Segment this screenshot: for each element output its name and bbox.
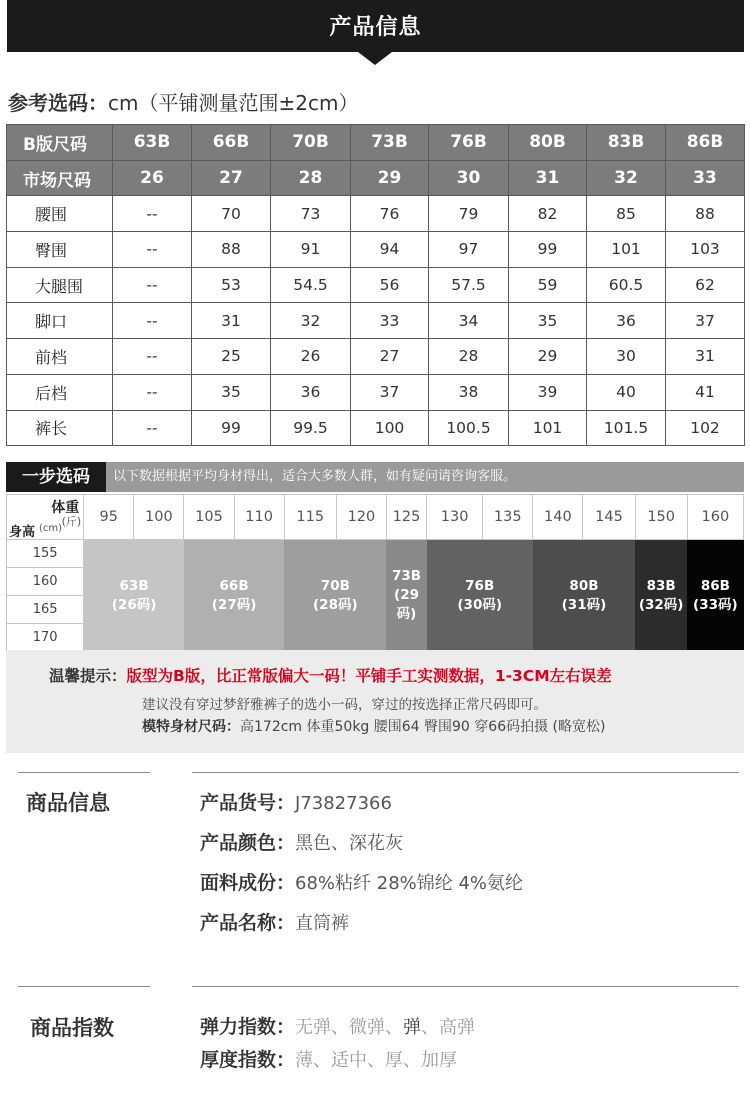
size-zone-83b — [635, 540, 687, 652]
product-info-item — [200, 868, 523, 895]
size-header-cell: 30 — [429, 160, 509, 196]
size-header-cell: 76B — [429, 125, 509, 161]
size-header-cell: 28 — [271, 160, 351, 196]
option-separator: 、 — [385, 1017, 404, 1038]
product-info-key: 产品颜色： — [200, 832, 296, 854]
size-zone-70b — [284, 540, 386, 652]
model-info-line — [142, 716, 605, 736]
size-header-cell: 27 — [192, 160, 271, 196]
measurement-label: 脚口 — [7, 303, 113, 339]
measurement-cell: 35 — [509, 303, 587, 339]
reference-label: 参考选码： — [8, 91, 108, 115]
table-row — [7, 303, 745, 339]
thickness-index — [200, 1045, 457, 1072]
option-separator: 、 — [403, 1050, 422, 1071]
weight-cell: 140 — [533, 495, 583, 540]
size-recommendation-table — [6, 494, 744, 652]
measurement-cell: 33 — [351, 303, 429, 339]
indices-title: 商品指数 — [30, 1016, 114, 1040]
height-cell: 170 — [7, 624, 84, 652]
measurement-cell: 101 — [509, 410, 587, 446]
measurement-cell: 73 — [271, 196, 351, 232]
measurement-cell: 100 — [351, 410, 429, 446]
elastic-option: 弹 — [403, 1017, 422, 1038]
size-header-cell: 86B — [666, 125, 745, 161]
table-row — [7, 267, 745, 303]
thickness-option: 厚 — [385, 1050, 404, 1071]
measurement-cell: 76 — [351, 196, 429, 232]
weight-cell: 120 — [336, 495, 386, 540]
zone-size: 83B — [646, 577, 676, 594]
thickness-index-label: 厚度指数： — [200, 1049, 296, 1071]
table-row — [7, 374, 745, 410]
product-info-key: 产品名称： — [200, 912, 296, 934]
product-info-item — [200, 908, 349, 935]
measurement-cell: -- — [113, 267, 192, 303]
weight-cell: 125 — [386, 495, 426, 540]
measurement-cell: 99 — [509, 232, 587, 268]
table-row — [7, 196, 745, 232]
measurement-cell: 25 — [192, 339, 271, 375]
size-header-cell: 33 — [666, 160, 745, 196]
size-header-cell: 73B — [351, 125, 429, 161]
size-header-cell: 26 — [113, 160, 192, 196]
zone-market-size: (29码) — [394, 587, 419, 623]
size-zone-76b — [427, 540, 533, 652]
step-select-bar — [6, 462, 744, 492]
step-select-label: 一步选码 — [6, 462, 106, 492]
weight-cell: 95 — [84, 495, 134, 540]
measurement-label: 前档 — [7, 339, 113, 375]
measurement-cell: 99.5 — [271, 410, 351, 446]
height-row — [7, 540, 744, 568]
measurement-cell: 60.5 — [587, 267, 666, 303]
zone-market-size: (26码) — [111, 596, 157, 613]
table-corner-cell — [7, 495, 84, 540]
measurement-cell: 30 — [587, 339, 666, 375]
measurement-cell: 31 — [192, 303, 271, 339]
size-header-cell: 31 — [509, 160, 587, 196]
zone-market-size: (32码) — [638, 596, 684, 613]
measurement-cell: -- — [113, 339, 192, 375]
weight-cell: 145 — [583, 495, 635, 540]
elastic-index — [200, 1012, 475, 1039]
zone-size: 76B — [465, 577, 495, 594]
measurement-label: 大腿围 — [7, 267, 113, 303]
measurement-cell: 62 — [666, 267, 745, 303]
model-info-text: 高172cm 体重50kg 腰围64 臀围90 穿66码拍摄 (略宽松) — [240, 719, 606, 735]
product-info-key: 面料成份： — [200, 872, 296, 894]
thickness-option: 适中 — [331, 1050, 368, 1071]
weight-cell: 135 — [483, 495, 533, 540]
elastic-option: 高弹 — [439, 1017, 476, 1038]
tips-title: 温馨提示： — [49, 667, 127, 685]
banner-title: 产品信息 — [329, 15, 422, 40]
measurement-cell: 82 — [509, 196, 587, 232]
height-cell: 165 — [7, 596, 84, 624]
size-header-row — [7, 160, 745, 196]
measurement-cell: 59 — [509, 267, 587, 303]
weight-cell: 105 — [184, 495, 234, 540]
product-info-item — [200, 788, 392, 815]
reference-line — [8, 87, 358, 116]
measurement-cell: 79 — [429, 196, 509, 232]
measurement-cell: 102 — [666, 410, 745, 446]
measurement-cell: 31 — [666, 339, 745, 375]
tips-advice: 建议没有穿过梦舒雅裤子的选小一码，穿过的按选择正常尺码即可。 — [142, 697, 547, 713]
zone-market-size: (28码) — [313, 596, 358, 613]
measurement-cell: 99 — [192, 410, 271, 446]
zone-size: 73B — [391, 568, 422, 585]
weight-unit: (斤) — [61, 515, 82, 528]
zone-size: 70B — [320, 577, 350, 594]
measurement-cell: 27 — [351, 339, 429, 375]
zone-size: 63B — [119, 577, 149, 594]
measurement-cell: 88 — [192, 232, 271, 268]
weight-cell: 130 — [427, 495, 483, 540]
measurement-cell: 101.5 — [587, 410, 666, 446]
zone-size: 86B — [700, 577, 730, 594]
measurement-cell: 36 — [587, 303, 666, 339]
size-header-cell: 70B — [271, 125, 351, 161]
size-zone-86b — [687, 540, 743, 652]
measurement-cell: -- — [113, 196, 192, 232]
measurement-cell: -- — [113, 374, 192, 410]
weight-cell: 100 — [134, 495, 184, 540]
tips-highlight: 版型为B版，比正常版偏大一码！平铺手工实测数据，1-3CM左右误差 — [126, 667, 612, 685]
measurement-cell: 32 — [271, 303, 351, 339]
product-info-item — [200, 828, 403, 855]
measurement-label: 后档 — [7, 374, 113, 410]
product-info-value: 黑色、深花灰 — [295, 833, 404, 854]
table-row — [7, 232, 745, 268]
measurement-cell: 53 — [192, 267, 271, 303]
measurement-cell: 88 — [666, 196, 745, 232]
measurement-cell: 37 — [666, 303, 745, 339]
measurement-cell: 26 — [271, 339, 351, 375]
measurement-cell: -- — [113, 303, 192, 339]
measurement-cell: 41 — [666, 374, 745, 410]
table-row — [7, 339, 745, 375]
size-zone-63b — [84, 540, 184, 652]
zone-market-size: (31码) — [561, 596, 607, 613]
divider-left — [18, 772, 150, 773]
measurement-cell: 54.5 — [271, 267, 351, 303]
zone-market-size: (27码) — [211, 596, 257, 613]
measurement-cell: 34 — [429, 303, 509, 339]
weight-cell: 150 — [635, 495, 687, 540]
option-separator: 、 — [313, 1050, 332, 1071]
measurement-cell: -- — [113, 232, 192, 268]
table-row — [7, 410, 745, 446]
product-info-value: 直筒裤 — [295, 913, 350, 934]
product-info-title: 商品信息 — [26, 791, 110, 815]
measurement-cell: 28 — [429, 339, 509, 375]
step-select-description: 以下数据根据平均身材得出，适合大多数人群，如有疑问请咨询客服。 — [113, 469, 517, 484]
size-header-cell: 29 — [351, 160, 429, 196]
divider-right-2 — [192, 986, 739, 987]
measurement-cell: 40 — [587, 374, 666, 410]
option-separator: 、 — [367, 1050, 386, 1071]
divider-left-2 — [18, 986, 150, 987]
measurement-cell: 100.5 — [429, 410, 509, 446]
measurement-label: 腰围 — [7, 196, 113, 232]
product-info-value: J73827366 — [295, 793, 392, 814]
measurement-cell: 36 — [271, 374, 351, 410]
measurement-cell: 103 — [666, 232, 745, 268]
page-banner — [7, 0, 744, 52]
zone-size: 80B — [569, 577, 599, 594]
size-zone-73b — [386, 540, 426, 652]
elastic-option: 无弹 — [295, 1017, 332, 1038]
measurement-cell: 29 — [509, 339, 587, 375]
size-header-label: 市场尺码 — [7, 160, 113, 196]
size-table — [6, 124, 745, 446]
zone-market-size: (30码) — [457, 596, 503, 613]
height-cell: 160 — [7, 568, 84, 596]
size-header-row — [7, 125, 745, 161]
option-separator: 、 — [421, 1017, 440, 1038]
height-cell: 155 — [7, 540, 84, 568]
zone-size: 66B — [219, 577, 249, 594]
weight-heading: 体重 — [51, 500, 80, 516]
tips-warning-line — [49, 664, 612, 686]
weight-cell: 115 — [284, 495, 336, 540]
measurement-cell: 101 — [587, 232, 666, 268]
size-zone-66b — [184, 540, 284, 652]
measurement-cell: 91 — [271, 232, 351, 268]
tips-panel — [6, 650, 744, 753]
measurement-cell: 94 — [351, 232, 429, 268]
measurement-cell: 38 — [429, 374, 509, 410]
weight-cell: 110 — [234, 495, 284, 540]
size-header-cell: 80B — [509, 125, 587, 161]
measurement-cell: 56 — [351, 267, 429, 303]
measurement-cell: 57.5 — [429, 267, 509, 303]
size-header-cell: 66B — [192, 125, 271, 161]
size-header-cell: 63B — [113, 125, 192, 161]
measurement-cell: 39 — [509, 374, 587, 410]
option-separator: 、 — [331, 1017, 350, 1038]
product-info-key: 产品货号： — [200, 792, 296, 814]
elastic-index-label: 弹力指数： — [200, 1016, 296, 1038]
measurement-cell: 70 — [192, 196, 271, 232]
reference-text: cm（平铺测量范围±2cm） — [108, 91, 359, 115]
measurement-label: 裤长 — [7, 410, 113, 446]
size-zone-80b — [533, 540, 635, 652]
elastic-option: 微弹 — [349, 1017, 386, 1038]
thickness-option: 加厚 — [421, 1050, 458, 1071]
zone-market-size: (33码) — [693, 596, 738, 613]
measurement-cell: 97 — [429, 232, 509, 268]
height-unit: (cm) — [39, 523, 63, 534]
measurement-label: 臀围 — [7, 232, 113, 268]
height-heading: 身高 — [9, 525, 36, 540]
size-header-cell: 32 — [587, 160, 666, 196]
product-info-value: 68%粘纤 28%锦纶 4%氨纶 — [295, 873, 524, 894]
size-header-label: B版尺码 — [7, 125, 113, 161]
size-header-cell: 83B — [587, 125, 666, 161]
weight-cell: 160 — [687, 495, 743, 540]
measurement-cell: 37 — [351, 374, 429, 410]
measurement-cell: -- — [113, 410, 192, 446]
measurement-cell: 35 — [192, 374, 271, 410]
model-info-label: 模特身材尺码： — [142, 719, 240, 735]
banner-arrow — [358, 52, 392, 65]
measurement-cell: 85 — [587, 196, 666, 232]
thickness-option: 薄 — [295, 1050, 314, 1071]
divider-right — [192, 772, 739, 773]
